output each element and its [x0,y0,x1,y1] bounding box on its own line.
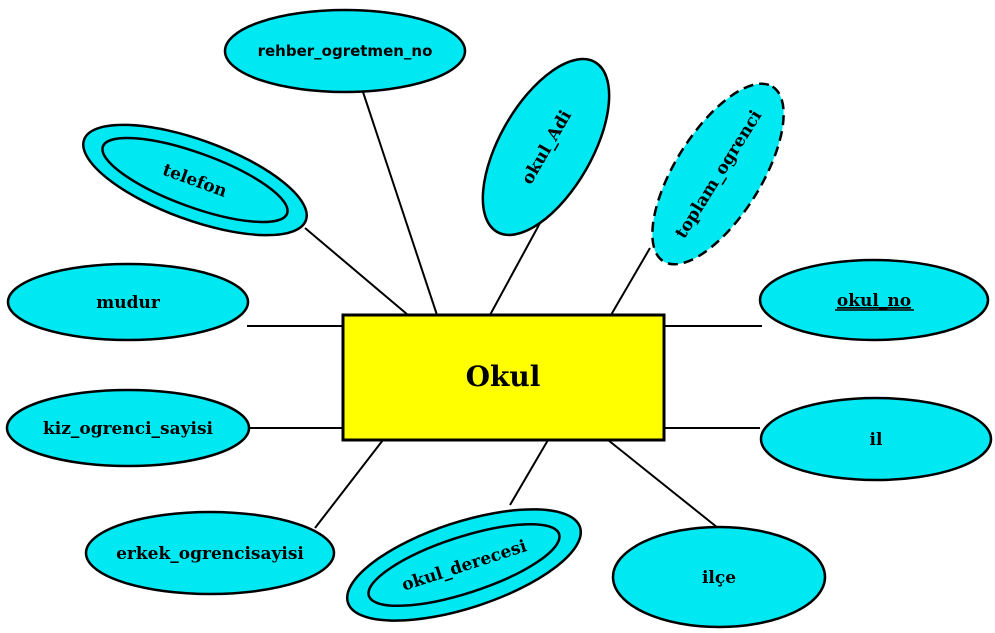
link-okul-derecesi [510,440,548,505]
attr-label-erkek-ogrencisayisi: erkek_ogrencisayisi [116,544,304,564]
attr-mudur [8,264,248,340]
attr-label-toplam-ogrenci: toplam_ogrenci [671,106,767,243]
attr-label-ilce: ilçe [701,568,737,588]
attr-label-okul-adi: okul_Adi [517,106,577,189]
link-telefon [305,228,408,315]
attr-ilce [613,527,825,627]
attr-label-okul-derecesi: okul_derecesi [399,536,530,596]
attr-label-kiz-ogrenci-sayisi: kiz_ogrenci_sayisi [42,419,214,439]
attr-label-il: il [869,430,883,450]
attr-telefon [70,102,319,258]
link-erkek-ogrencisayisi [315,440,383,528]
entity-okul [343,315,664,440]
attr-label-rehber-ogretmen-no: rehber_ogretmen_no [257,42,433,60]
attr-label-mudur: mudur [96,293,160,313]
attr-toplam-ogrenci [627,64,809,284]
attr-okul-adi [457,39,635,255]
attr-label-okul-no: okul_no [836,291,912,311]
entity-label: Okul [465,360,541,393]
attr-okul-no [760,260,988,340]
link-toplam-ogrenci [611,248,650,315]
attr-il [761,398,991,480]
link-ilce [608,440,718,528]
link-rehber-ogretmen-no [363,92,437,315]
attr-kiz-ogrenci-sayisi [7,390,249,466]
attr-erkek-ogrencisayisi [86,512,334,594]
attr-rehber-ogretmen-no [225,10,465,92]
attr-okul-derecesi [335,486,594,633]
attr-label-telefon: telefon [159,160,230,202]
